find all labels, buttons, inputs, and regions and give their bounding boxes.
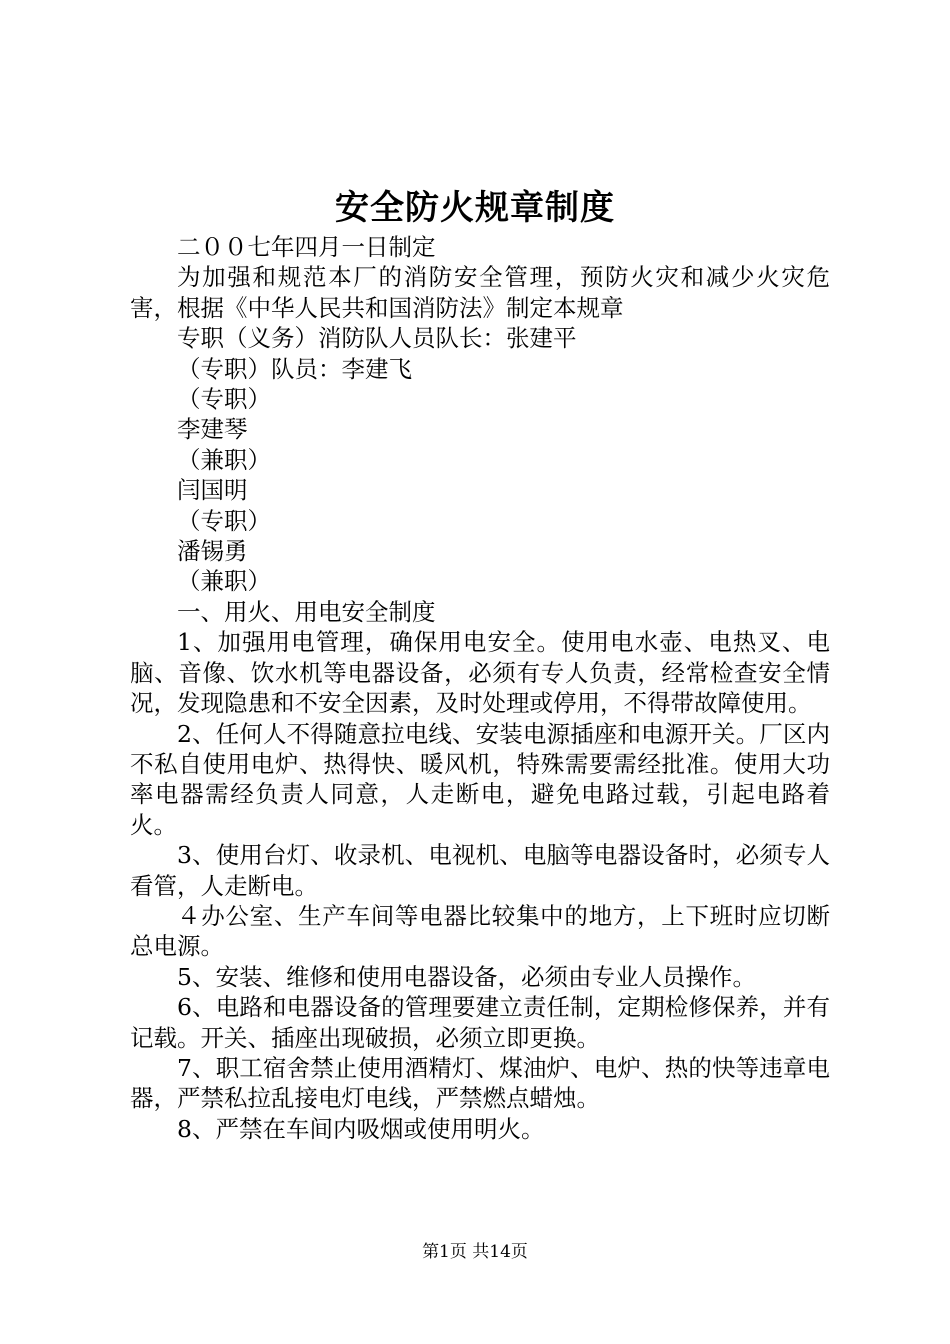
rule-item: ４办公室、生产车间等电器比较集中的地方，上下班时应切断总电源。 — [130, 901, 830, 961]
paragraph-member: （专职）队员：李建飞 — [177, 354, 412, 383]
page-number: 第1页 共14页 — [422, 1242, 528, 1262]
rule-item: 2、任何人不得随意拉电线、安装电源插座和电源开关。厂区内不私自使用电炉、热得快、暖风机，特殊需要需经批准。使用大功率电器需经负责人同意，人走断电，避免电路过载，引起电路着火。 — [130, 719, 830, 839]
paragraph-date: 二００七年四月一日制定 — [177, 233, 436, 261]
paragraph-role: （兼职） — [177, 445, 271, 474]
rule-item: 3、使用台灯、收录机、电视机、电脑等电器设备时，必须专人看管，人走断电。 — [130, 841, 830, 900]
section-heading: 一、用火、用电安全制度 — [177, 597, 436, 626]
paragraph-team-leader: 专职（义务）消防队人员队长：张建平 — [177, 324, 577, 353]
rule-item: 7、职工宿舍禁止使用酒精灯、煤油炉、电炉、热的快等违章电器，严禁私拉乱接电灯电线，严禁燃点蜡烛。 — [130, 1053, 830, 1113]
rule-item: 1、加强用电管理，确保用电安全。使用电水壶、电热叉、电脑、音像、饮水机等电器设备，必须有专人负责，经常检查安全情况，发现隐患和不安全因素，及时处理或停用，不得带故障使用。 — [130, 628, 830, 718]
rule-item: 5、安装、维修和使用电器设备，必须由专业人员操作。 — [177, 962, 756, 991]
paragraph-member-name: 李建琴 — [177, 415, 248, 444]
paragraph-role: （专职） — [177, 385, 271, 414]
rule-item: 8、严禁在车间内吸烟或使用明火。 — [177, 1114, 545, 1143]
paragraph-member-name: 潘锡勇 — [177, 537, 248, 566]
rule-item: 6、电路和电器设备的管理要建立责任制，定期检修保养，并有记载。开关、插座出现破损，必须立即更换。 — [130, 993, 830, 1052]
document-title: 安全防火规章制度 — [335, 188, 615, 228]
paragraph-role: （兼职） — [177, 567, 271, 596]
paragraph-role: （专职） — [177, 506, 271, 535]
document-body — [130, 232, 830, 1144]
paragraph-member-name: 闫国明 — [177, 476, 248, 505]
paragraph-intro: 为加强和规范本厂的消防安全管理，预防火灾和减少火灾危害，根据《中华人民共和国消防法》制定本规章 — [130, 263, 830, 322]
